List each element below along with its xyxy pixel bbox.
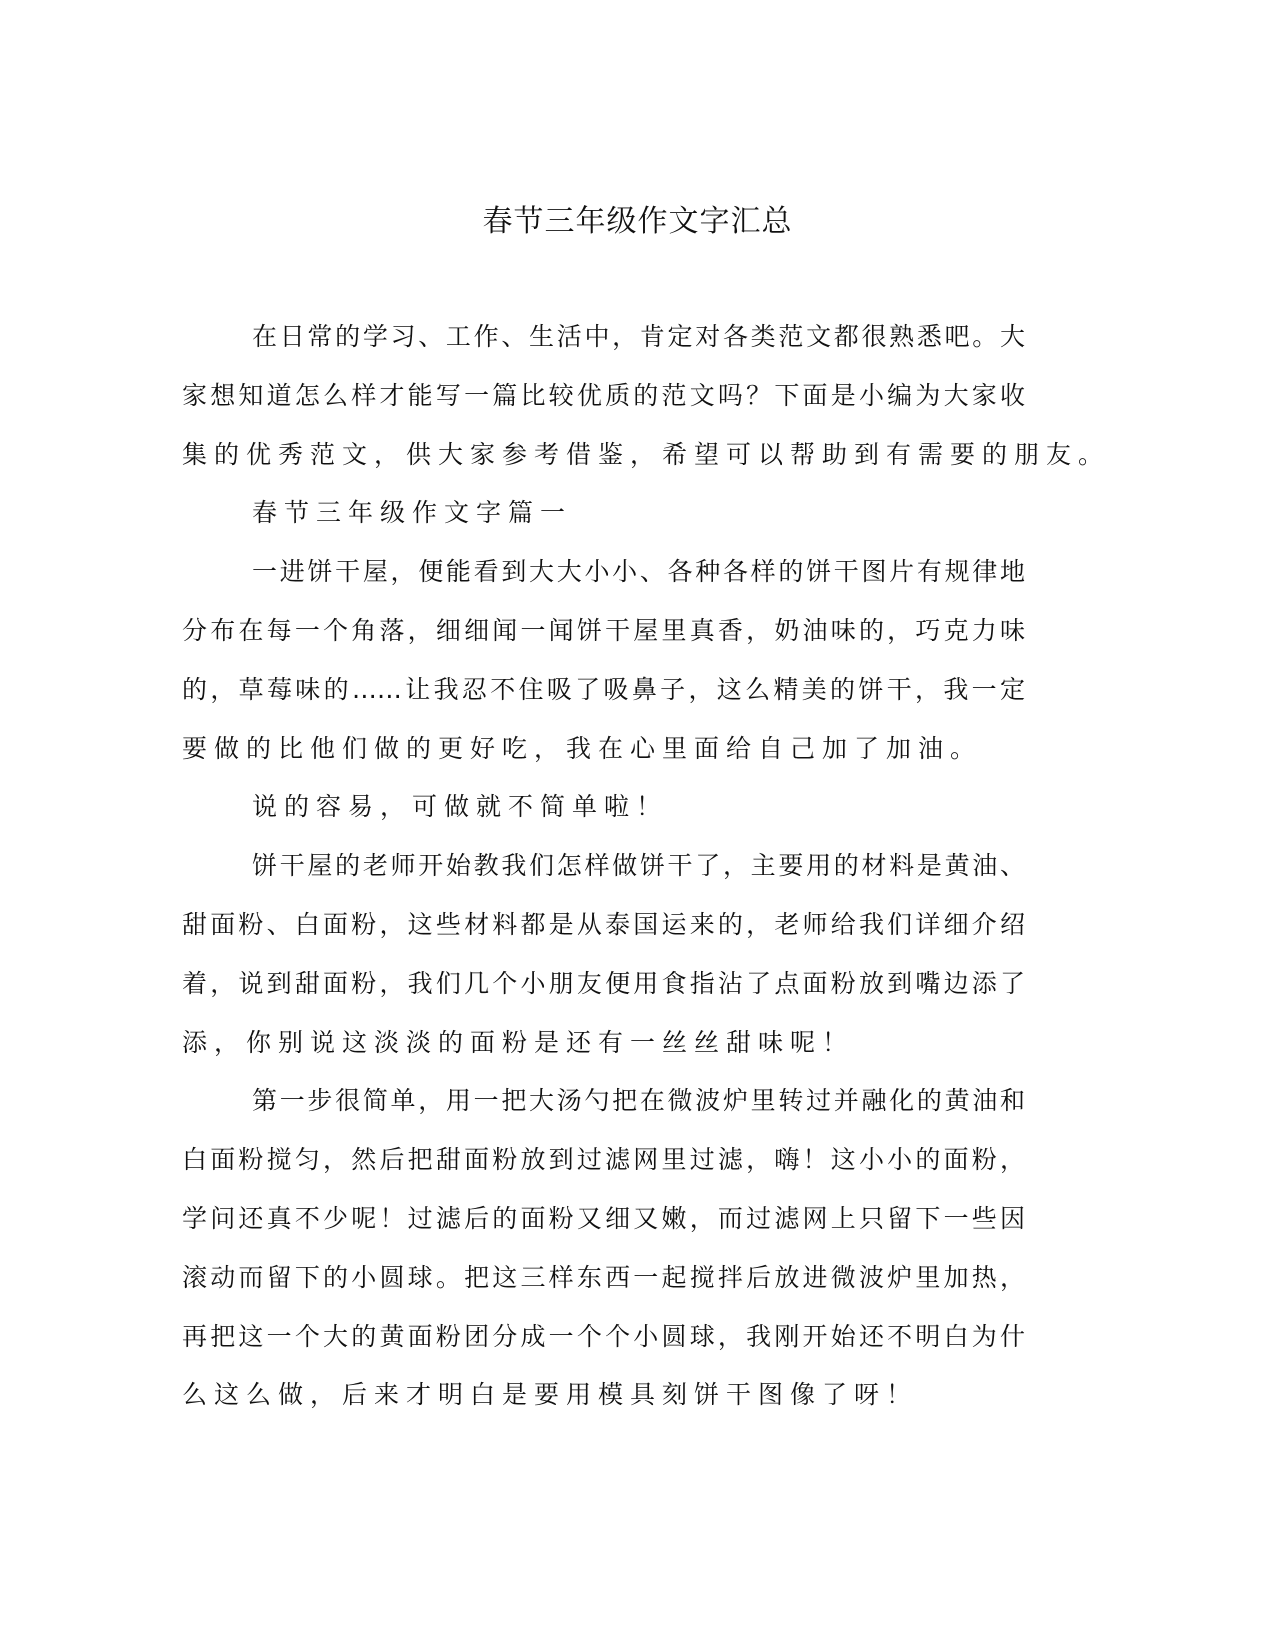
- paragraph-line: 第一步很简单，用一把大汤勺把在微波炉里转过并融化的黄油和: [252, 1086, 1025, 1116]
- paragraph-line: 集的优秀范文，供大家参考借鉴，希望可以帮助到有需要的朋友。: [182, 439, 1111, 469]
- paragraph: [182, 1072, 1025, 1425]
- paragraph-line: 分布在每一个角落，细细闻一闻饼干屋里真香，奶油味的，巧克力味: [182, 615, 1025, 645]
- paragraph-line: 白面粉搅匀，然后把甜面粉放到过滤网里过滤，嗨！这小小的面粉，: [182, 1145, 1025, 1175]
- paragraph-line: 一进饼干屋，便能看到大大小小、各种各样的饼干图片有规律地: [252, 557, 1025, 587]
- paragraph-line: 着，说到甜面粉，我们几个小朋友便用食指沾了点面粉放到嘴边添了: [182, 968, 1025, 998]
- paragraph: [182, 837, 1025, 1072]
- paragraph-line: 春节三年级作文字篇一: [252, 498, 573, 528]
- paragraph-line: 么这么做，后来才明白是要用模具刻饼干图像了呀！: [182, 1380, 919, 1410]
- paragraph: [182, 484, 1025, 543]
- paragraph: [182, 308, 1111, 484]
- paragraph-line: 再把这一个大的黄面粉团分成一个个小圆球，我刚开始还不明白为什: [182, 1321, 1025, 1351]
- paragraph-line: 添，你别说这淡淡的面粉是还有一丝丝甜味呢！: [182, 1027, 855, 1057]
- paragraph-line: 滚动而留下的小圆球。把这三样东西一起搅拌后放进微波炉里加热，: [182, 1262, 1025, 1292]
- paragraph-line: 饼干屋的老师开始教我们怎样做饼干了，主要用的材料是黄油、: [252, 851, 1025, 881]
- document-title: 春节三年级作文字汇总: [482, 204, 793, 239]
- paragraph-line: 甜面粉、白面粉，这些材料都是从泰国运来的，老师给我们详细介绍: [182, 909, 1025, 939]
- paragraph-line: 在日常的学习、工作、生活中，肯定对各类范文都很熟悉吧。大: [252, 322, 1025, 351]
- paragraph-line: 说的容易，可做就不简单啦！: [252, 792, 669, 822]
- paragraph-line: 家想知道怎么样才能写一篇比较优质的范文吗？下面是小编为大家收: [182, 380, 1025, 410]
- paragraph-line: 的，草莓味的……让我忍不住吸了吸鼻子，这么精美的饼干，我一定: [182, 674, 1025, 704]
- paragraph-line: 学问还真不少呢！过滤后的面粉又细又嫩，而过滤网上只留下一些因: [182, 1203, 1025, 1233]
- document-body: [182, 308, 1111, 1425]
- paragraph: [182, 543, 1025, 778]
- paragraph-line: 要做的比他们做的更好吃，我在心里面给自己加了加油。: [182, 733, 983, 763]
- paragraph: [182, 778, 1025, 837]
